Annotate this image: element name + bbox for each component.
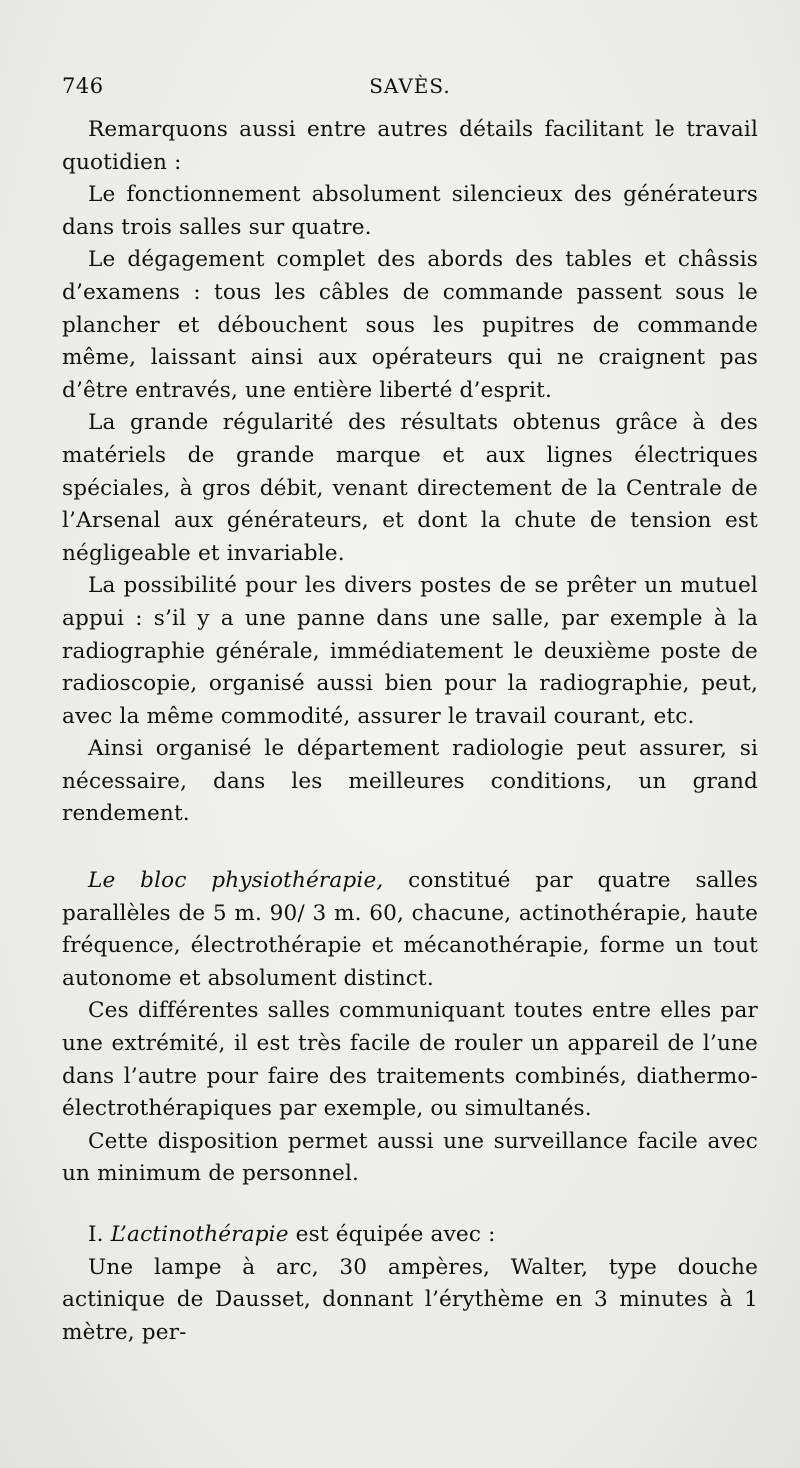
paragraph-text: est équipée avec : bbox=[288, 1222, 496, 1247]
section-title-italic: L’actinothérapie bbox=[110, 1222, 289, 1247]
paragraph-text: constitué par quatre salles parallèles de 5 m. 90/ 3 m. 60, chacune, actinothérapie, haute fréquence, électrothérapie et mécanothérapie, forme un tout autonome et absolument distinct. bbox=[62, 868, 758, 991]
paragraph: La grande régularité des résultats obtenus grâce à des matériels de grande marque et aux lignes électriques spéciales, à gros débit, venant directement de la Centrale de l’Arsenal aux générateurs, et dont la chute de tension est négligeable et invariable. bbox=[62, 410, 758, 566]
page-body bbox=[62, 114, 758, 1349]
section-number: I. bbox=[88, 1222, 111, 1247]
running-head: SAVÈS. bbox=[369, 74, 451, 98]
page-header bbox=[62, 74, 758, 102]
paragraph: La possibilité pour les divers postes de se prêter un mutuel appui : s’il y a une panne dans une salle, par exemple à la radiographie générale, immédiatement le deuxième poste de radioscopie, organisé aussi bien pour la radiographie, peut, avec la même commodité, assurer le travail courant, etc. bbox=[62, 573, 758, 729]
paragraph: Le fonctionnement absolument silencieux des générateurs dans trois salles sur quatre. bbox=[62, 182, 758, 240]
paragraph: Ainsi organisé le département radiologie peut assurer, si nécessaire, dans les meilleures conditions, un grand rendement. bbox=[62, 736, 758, 827]
paragraph: Une lampe à arc, 30 ampères, Walter, type douche actinique de Dausset, donnant l’érythème en 3 minutes à 1 mètre, per- bbox=[62, 1254, 758, 1345]
paragraph bbox=[62, 865, 758, 995]
paragraph: Ces différentes salles communiquant toutes entre elles par une extrémité, il est très facile de rouler un appareil de l’une dans l’autre pour faire des traitements combinés, diathermo-électrothérapiques par exemple, ou simultanés. bbox=[62, 998, 758, 1122]
paragraph: Remarquons aussi entre autres détails facilitant le travail quotidien : bbox=[62, 117, 758, 175]
paragraph: Cette disposition permet aussi une surveillance facile avec un minimum de personnel. bbox=[62, 1128, 758, 1187]
paragraph: Le dégagement complet des abords des tables et châssis d’examens : tous les câbles de commande passent sous le plancher et débouchent sous les pupitres de commande même, laissant ainsi aux opérateurs qui ne craignent pas d’être entravés, une entière liberté d’esprit. bbox=[62, 247, 758, 403]
section-title-italic: Le bloc physiothérapie, bbox=[88, 868, 384, 894]
section-gap bbox=[62, 831, 758, 865]
section-gap bbox=[62, 1191, 758, 1219]
paragraph bbox=[62, 1219, 758, 1252]
page-number: 746 bbox=[62, 74, 104, 98]
